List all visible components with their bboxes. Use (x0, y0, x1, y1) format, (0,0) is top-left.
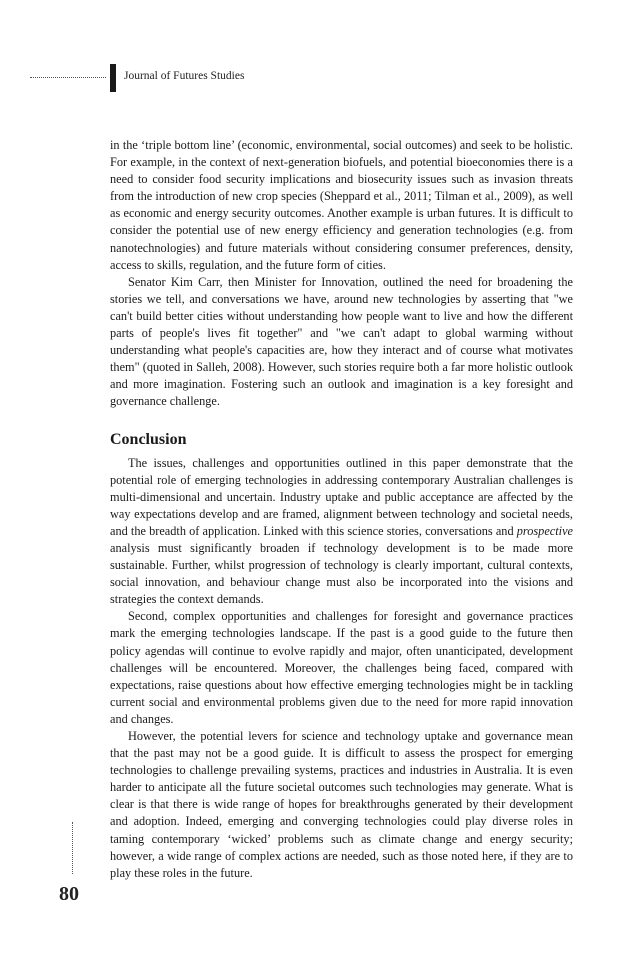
journal-title: Journal of Futures Studies (124, 70, 245, 82)
paragraph: However, the potential levers for science and technology uptake and governance mean that the past may not be a good guide. It is difficult to assess the prospect for emerging technologies to challenge prevailing systems, practices and industries in Australia. It is even harder to anticipate all the future societal outcomes such technologies may generate. What is clear is that there is wide range of hopes for breakthroughs generated by their development and adoption. Indeed, emerging and converging technologies could play diverse roles in taming contemporary ‘wicked’ problems such as climate change and energy security; however, a wide range of complex actions are needed, such as those noted here, if they are to play these roles in the future. (110, 729, 573, 880)
header-bar (110, 64, 116, 92)
paragraph (110, 455, 573, 609)
article-body (110, 137, 573, 882)
section-heading: Conclusion (110, 430, 187, 448)
paragraph: in the ‘triple bottom line’ (economic, environmental, social outcomes) and seek to be holistic. For example, in the context of next-generation biofuels, and potential bioeconomies there is a need to consider food security implications and biosecurity issues such as invasion threats from the introduction of new crop species (Sheppard et al., 2011; Tilman et al., 2009), as well as economic and energy security outcomes. Another example is urban futures. It is difficult to consider the potential use of new energy efficiency and generation technologies (e.g. from nanotechnologies) and future materials without considering consumer preferences, density, access to skills, regulation, and the future form of cities. (110, 138, 573, 272)
margin-dotted-rule (72, 822, 73, 874)
text-run: analysis must significantly broaden if technology development is to be made more sustainable. Further, whilst progression of technology is clearly important, cultural contexts, social innovation, and behaviour change must also be incorporated into the visions and strategies the context demands. (110, 540, 573, 607)
paragraph: Second, complex opportunities and challenges for foresight and governance practices mark the emerging technologies landscape. If the past is a good guide to the future then policy agendas will continue to evolve rapidly and major, often unanticipated, development challenges will be encountered. Moreover, the challenges being faced, compared with expectations, raise questions about how effective emerging technologies might be in tackling current social and environmental problems given due to the need for more rapid innovation and changes. (110, 609, 573, 726)
paragraph: Senator Kim Carr, then Minister for Innovation, outlined the need for broadening the stories we tell, and conversations we have, around new technologies by asserting that "we can't build better cities without understanding how people want to live and how the different parts of people's lives fit together" and "we can't adapt to global warming without understanding what people's capacities are, how they interact and of course what motivates them" (quoted in Salleh, 2008). However, such stories require both a far more holistic outlook and more imagination. Fostering such an outlook and imagination is a key foresight and governance challenge. (110, 274, 573, 409)
italic-text: prospective (516, 523, 573, 538)
page-number: 80 (59, 883, 79, 905)
header-dotted-rule (30, 77, 106, 78)
text-run: The issues, challenges and opportunities outlined in this paper demonstrate that the potential role of emerging technologies in addressing contemporary Australian challenges is multi-dimensional and uncertain. Industry uptake and public acceptance are affected by the way expectations develop and are framed, alignment between technology and societal needs, and the breadth of application. Linked with this science stories, conversations and (110, 455, 573, 538)
